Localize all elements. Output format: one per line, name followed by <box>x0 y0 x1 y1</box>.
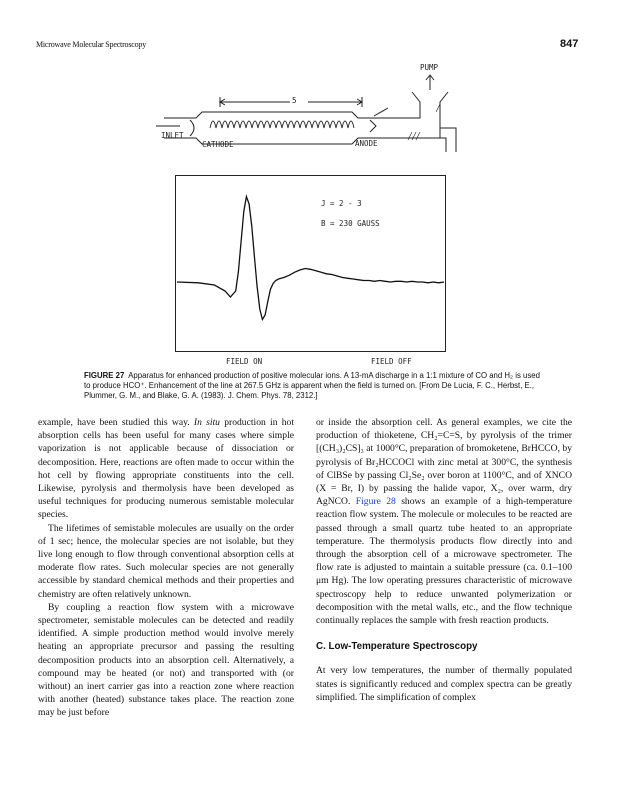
x-label-field-off: FIELD OFF <box>371 357 412 366</box>
paragraph: The lifetimes of semistable molecules are usually on the order of 1 sec; hence, the molecular species are not isolable, but they live long enough to flow through conventional absorption cells at moderate flow rates. Such molecular species are not generally accessible by standard chemical methods and their properties and chemistry are often relatively unknown. <box>38 522 294 600</box>
anode-label: ANODE <box>355 139 378 148</box>
cathode-label: CATHODE <box>202 140 234 149</box>
pump-label: PUMP <box>420 63 439 72</box>
length-label: 5 <box>292 96 297 105</box>
caption-citation: [From De Lucia, F. C., Herbst, E., Plummer, G. M., and Blake, G. A. (1983). J. Chem. Phys. 78, 2312.] <box>84 381 535 400</box>
chart-frame <box>176 176 446 352</box>
paragraph: At very low temperatures, the number of thermally populated states is significantly reduced and complex spectra can be greatly simplified. The simplification of complex <box>316 665 572 703</box>
section-heading: C. Low-Temperature Spectroscopy <box>316 641 478 653</box>
apparatus-diagram <box>150 62 470 154</box>
x-label-field-on: FIELD ON <box>226 357 263 366</box>
figure-label: FIGURE 27 <box>84 371 125 380</box>
solenoid-coil <box>210 121 354 128</box>
annotation-transition: J = 2 - 3 <box>321 199 362 208</box>
paragraph: example, have been studied this way. In situ production in hot absorption cells has been useful for many cases where simple vaporization is not applicable because of dissociation or decomposition. Here, reactions are often made to occur within the hot cell by flowing appropriate constituents into the cell. Likewise, pyrolysis and thermolysis have been developed as useful techniques for producing numerous semistable molecular species. <box>38 417 294 521</box>
page-number: 847 <box>560 38 579 50</box>
tube-bottom <box>164 110 440 144</box>
paragraph: or inside the absorption cell. As general examples, we cite the production of thioketene, CH₂=C=S, by pyrolysis of the trimer [(CH₃)₂CS]₃ at 1000°C, preparation of bromoketene, BrHCCO, by pyrolysis of Br₂HCCOCl with zinc metal at 300°C, the synthesis of ClBSe by passing Cl₂Se₂ over boron at 1100°C, and of XNCO (X = Br, I) by passing the halide vapor, X₂, over warm, dry AgNCO. Figure 28 shows an example of a high-temperature reaction flow system. The molecule or molecules to be reacted are passed through a small quartz tube heated to an appropriate temperature. The thermolysis products flow directly into and through the absorption cell of a microwave spectrometer. The flow rate is adjusted to maintain a suitable pressure (ca. 0.1–100 μm Hg). The low operating pressures characteristic of microwave spectroscopy help to reduce unwanted polymerization or decomposition with the metal walls, etc., and the flow technique continually replaces the sample with fresh reaction products. <box>316 417 572 627</box>
spectrum-chart <box>175 175 446 352</box>
caption-text: Apparatus for enhanced production of positive molecular ions. A 13-mA discharge in a 1:1 mixture of CO and H₂ is used to produce HCO⁺. Enhancement of the line at 267.5 GHz is apparent when the field is turned on. <box>84 371 540 390</box>
anode-electrode <box>370 120 376 132</box>
left-column <box>38 416 294 720</box>
figure-28-link[interactable]: Figure 28 <box>355 496 396 508</box>
annotation-field: B = 230 GAUSS <box>321 219 380 228</box>
right-column <box>316 416 572 704</box>
figure-caption <box>84 371 540 401</box>
running-title: Microwave Molecular Spectroscopy <box>36 40 147 49</box>
spectrum-trace <box>177 197 444 320</box>
inlet-label: INLET <box>161 131 184 140</box>
paragraph: By coupling a reaction flow system with a microwave spectrometer, semistable molecules can be detected and readily identified. A simple production method would involve merely heating an appropriate precursor and passing the resulting decomposition products into an absorption cell. Alternatively, a compound may be heated (or not) and transported with (or without) an inert carrier gas into a reaction zone where reaction with another (heated) substance takes place. The reaction zone may be just before <box>38 601 294 719</box>
cathode-electrode <box>190 120 194 136</box>
